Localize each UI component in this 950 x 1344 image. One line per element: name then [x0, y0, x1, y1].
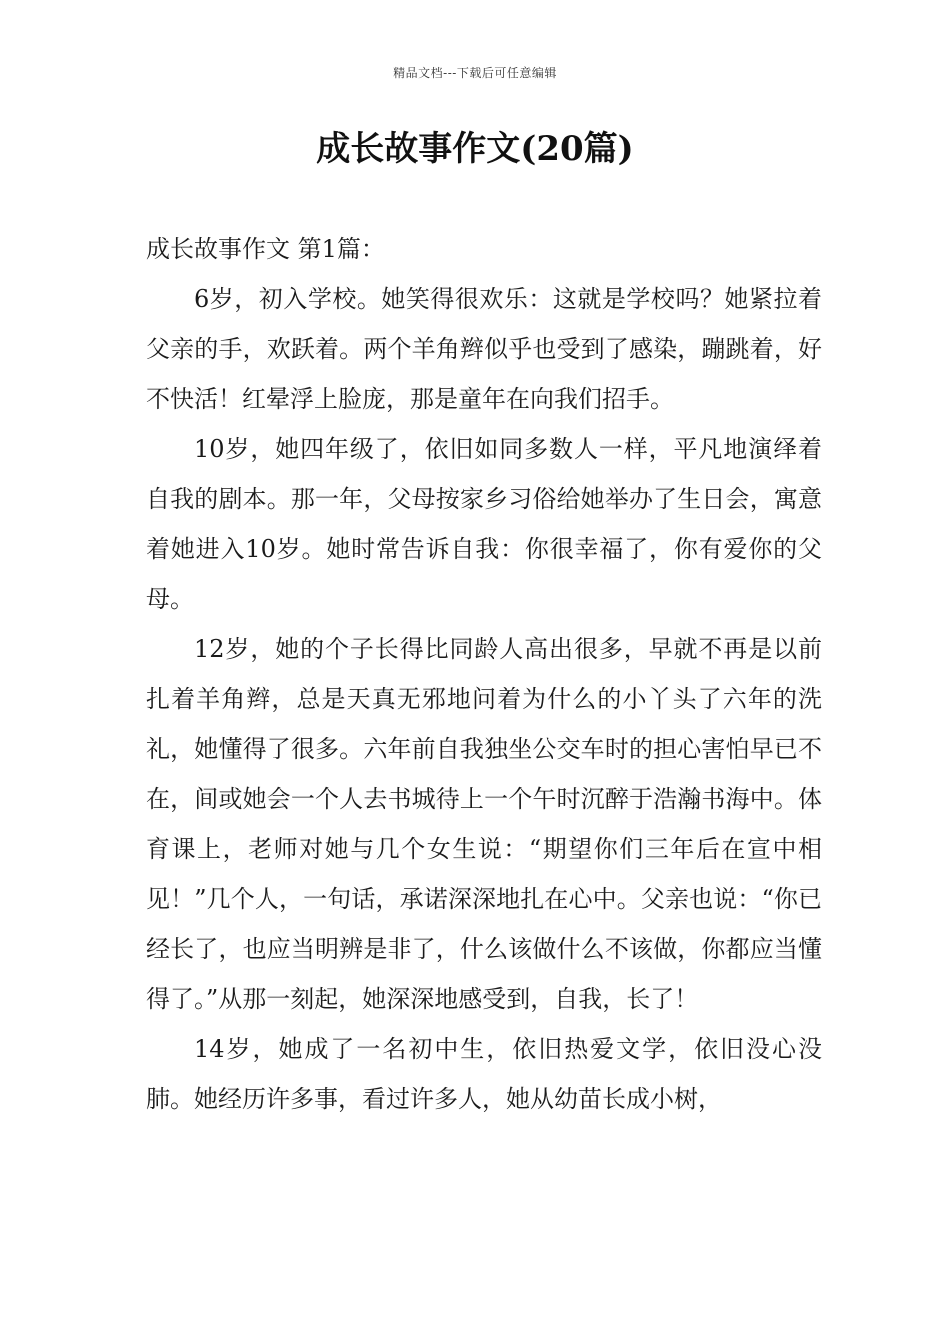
paragraph-age-12: 12岁，她的个子长得比同龄人高出很多，早就不再是以前扎着羊角辫，总是天真无邪地问着为什么的小丫头了六年的洗礼，她懂得了很多。六年前自我独坐公交车时的担心害怕早已不在，间或她会一个人去书城待上一个午时沉醉于浩瀚书海中。体育课上，老师对她与几个女生说：“期望你们三年后在宣中相见！”几个人，一句话，承诺深深地扎在心中。父亲也说：“你已经长了，也应当明辨是非了，什么该做什么不该做，你都应当懂得了。”从那一刻起，她深深地感受到，自我，长了！	[146, 635, 822, 1013]
paragraph-age-14: 14岁，她成了一名初中生，依旧热爱文学，依旧没心没肺。她经历许多事，看过许多人，她从幼苗长成小树，	[146, 1035, 822, 1113]
document-body	[146, 224, 822, 1124]
document-title: 成长故事作文(20篇)	[316, 129, 634, 169]
paragraph-age-6: 6岁，初入学校。她笑得很欢乐：这就是学校吗？她紧拉着父亲的手，欢跃着。两个羊角辫似乎也受到了感染，蹦跳着，好不快活！红晕浮上脸庞，那是童年在向我们招手。	[146, 285, 822, 413]
page-header-note: 精品文档---下载后可任意编辑	[393, 66, 557, 80]
paragraph-age-10: 10岁，她四年级了，依旧如同多数人一样，平凡地演绎着自我的剧本。那一年，父母按家乡习俗给她举办了生日会，寓意着她进入10岁。她时常告诉自我：你很幸福了，你有爱你的父母。	[146, 435, 822, 613]
section-heading: 成长故事作文 第1篇：	[146, 235, 385, 263]
